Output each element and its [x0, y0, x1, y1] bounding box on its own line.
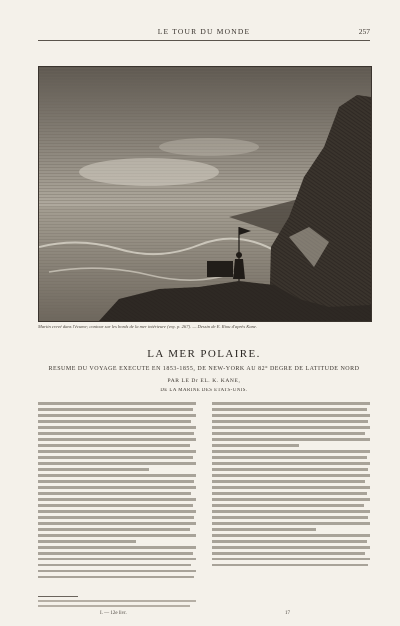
text-column-right — [212, 402, 370, 588]
footnotes — [38, 596, 196, 610]
signature-mark-left: I. — 12e livr. — [100, 611, 127, 616]
illustration-caption: Martin crevé dans l'écume; contour sur les bords de la mer intérieure (voy. p. 267). — Dessin de E. Riou d'après Kane. — [38, 324, 258, 329]
signature-mark-right: 17 — [285, 611, 290, 616]
page-number: 257 — [358, 27, 370, 36]
article-byline: PAR LE Dr EL. K. KANE, — [167, 378, 241, 384]
article-headline: LA MER POLAIRE. — [147, 348, 261, 360]
article-subtitle: RÉSUMÉ DU VOYAGE EXÉCUTÉ EN 1853-1855, DE NEW-YORK AU 82° DEGRÉ DE LATITUDE NORD — [48, 366, 360, 372]
engraving-illustration — [38, 66, 372, 322]
running-header — [38, 26, 370, 41]
text-column-left — [38, 402, 196, 588]
article-byline-detail: DE LA MARINE DES ÉTATS-UNIS. — [160, 388, 248, 393]
journal-title: LE TOUR DU MONDE — [157, 27, 251, 36]
